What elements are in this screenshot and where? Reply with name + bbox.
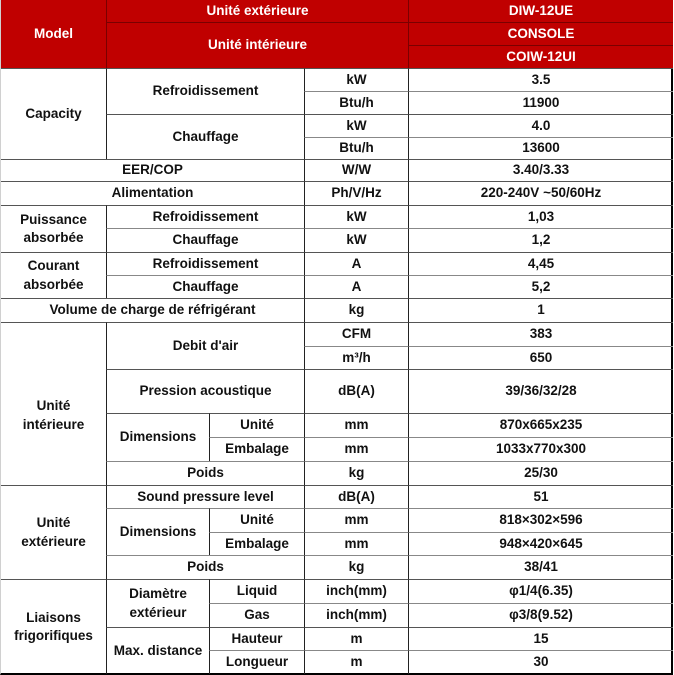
piping-diameter-label: Diamètre extérieur [106,579,209,627]
outdoor-unit-label: Unité extérieure [1,485,106,579]
outdoor-dimensions-label: Dimensions [106,508,209,555]
piping-gas-value: φ3/8(9.52) [408,603,673,627]
capacity-cooling-value-kw: 3.5 [408,68,673,91]
refrigerant-charge-unit: kg [304,298,408,322]
piping-height-value: 15 [408,627,673,650]
indoor-airflow-label: Debit d'air [106,322,304,369]
piping-height-label: Hauteur [209,627,304,650]
current-input-cooling-value: 4,45 [408,252,673,275]
piping-length-unit: m [304,650,408,674]
power-supply-value: 220-240V ~50/60Hz [408,181,673,205]
capacity-label: Capacity [1,68,106,159]
outdoor-dimensions-unit-value: 818×302×596 [408,508,673,532]
current-input-heating-value: 5,2 [408,275,673,298]
indoor-airflow-unit-m3h: m³/h [304,346,408,369]
indoor-airflow-value-cfm: 383 [408,322,673,346]
power-input-label: Puissance absorbée [1,205,106,252]
power-input-heating-unit: kW [304,228,408,252]
piping-liquid-label: Liquid [209,579,304,603]
capacity-heating-unit-kw: kW [304,114,408,137]
refrigerant-charge-label: Volume de charge de réfrigérant [1,298,304,322]
indoor-sound-pressure-unit: dB(A) [304,369,408,413]
model-header: Model [1,0,106,68]
piping-gas-label: Gas [209,603,304,627]
eer-cop-value: 3.40/3.33 [408,159,673,181]
indoor-unit-label: Unité intérieure [1,322,106,508]
outdoor-unit-header: Unité extérieure [106,0,408,22]
current-input-cooling-label: Refroidissement [106,252,304,275]
power-supply-label: Alimentation [1,181,304,205]
indoor-dimensions-packing-unit: mm [304,437,408,461]
power-input-cooling-value: 1,03 [408,205,673,228]
outdoor-weight-unit: kg [304,555,408,579]
capacity-cooling-label: Refroidissement [106,68,304,114]
capacity-cooling-unit-btu: Btu/h [304,91,408,114]
outdoor-sound-pressure-label: Sound pressure level [106,485,304,508]
indoor-sound-pressure-label: Pression acoustique [106,369,304,413]
piping-max-distance-label: Max. distance [106,627,209,674]
outdoor-sound-pressure-value: 51 [408,485,673,508]
outdoor-weight-value: 38/41 [408,555,673,579]
piping-height-unit: m [304,627,408,650]
power-input-cooling-unit: kW [304,205,408,228]
outdoor-dimensions-packing-label: Embalage [209,532,304,555]
piping-length-label: Longueur [209,650,304,674]
outdoor-unit-model: DIW-12UE [408,0,673,22]
outdoor-dimensions-unit-unit: mm [304,508,408,532]
capacity-cooling-value-btu: 11900 [408,91,673,114]
indoor-weight-value: 25/30 [408,461,673,485]
capacity-heating-label: Chauffage [106,114,304,159]
outdoor-dimensions-packing-unit: mm [304,532,408,555]
outdoor-dimensions-packing-value: 948×420×645 [408,532,673,555]
indoor-dimensions-label: Dimensions [106,413,209,461]
indoor-weight-label: Poids [106,461,304,485]
piping-label: Liaisons frigorifiques [1,579,106,674]
indoor-weight-unit: kg [304,461,408,485]
indoor-dimensions-unit-label: Unité [209,413,304,437]
power-input-heating-label: Chauffage [106,228,304,252]
power-supply-unit: Ph/V/Hz [304,181,408,205]
current-input-label: Courant absorbée [1,252,106,298]
indoor-dimensions-unit-unit: mm [304,413,408,437]
piping-gas-unit: inch(mm) [304,603,408,627]
indoor-dimensions-packing-label: Embalage [209,437,304,461]
eer-cop-unit: W/W [304,159,408,181]
indoor-unit-header: Unité intérieure [106,22,408,68]
current-input-heating-unit: A [304,275,408,298]
capacity-cooling-unit-kw: kW [304,68,408,91]
eer-cop-label: EER/COP [1,159,304,181]
indoor-airflow-value-m3h: 650 [408,346,673,369]
indoor-airflow-unit-cfm: CFM [304,322,408,346]
piping-liquid-unit: inch(mm) [304,579,408,603]
indoor-unit-type: CONSOLE [408,22,673,45]
indoor-dimensions-packing-value: 1033x770x300 [408,437,673,461]
power-input-heating-value: 1,2 [408,228,673,252]
refrigerant-charge-value: 1 [408,298,673,322]
piping-liquid-value: φ1/4(6.35) [408,579,673,603]
current-input-heating-label: Chauffage [106,275,304,298]
outdoor-sound-pressure-unit: dB(A) [304,485,408,508]
power-input-cooling-label: Refroidissement [106,205,304,228]
capacity-heating-value-kw: 4.0 [408,114,673,137]
piping-length-value: 30 [408,650,673,674]
outdoor-weight-label: Poids [106,555,304,579]
current-input-cooling-unit: A [304,252,408,275]
outdoor-dimensions-unit-label: Unité [209,508,304,532]
capacity-heating-value-btu: 13600 [408,137,673,159]
indoor-sound-pressure-value: 39/36/32/28 [408,369,673,413]
indoor-dimensions-unit-value: 870x665x235 [408,413,673,437]
capacity-heating-unit-btu: Btu/h [304,137,408,159]
indoor-unit-model: COIW-12UI [408,45,673,68]
